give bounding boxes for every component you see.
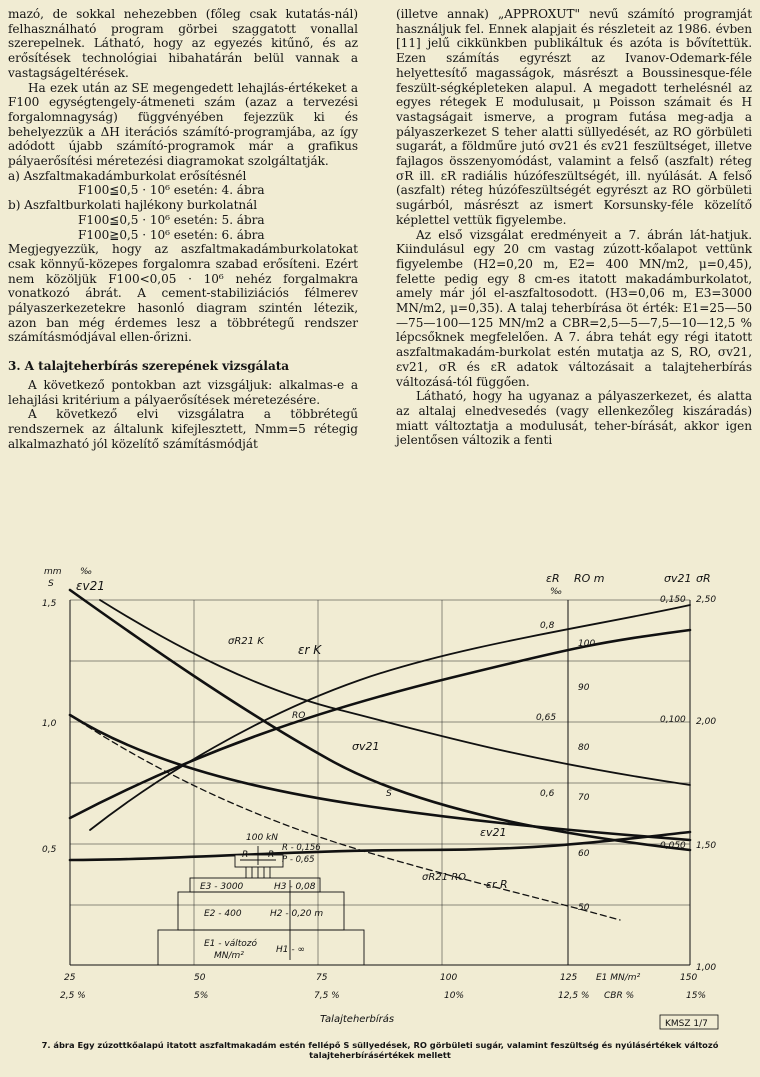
paragraph: A következő elvi vizsgálatra a többrétegű rendszernek az általunk kifejlesztett, Nmm=5 rétegig alkalmazható jól közelítő számításmódját (8, 407, 358, 451)
label-eps-r-bottom: εr R (486, 878, 508, 891)
x-unit-cbr: CBR % (604, 991, 635, 1001)
paragraph: Az első vizsgálat eredményeit a 7. ábrán lát-hatjuk. Kiindulásul egy 20 cm vastag zúzott-kőalapot vettünk figyelembe (H2=0,20 m, E2= 400 MN/m2, μ=0,45), felette pedig egy 8 cm-es itatott makadámburkolatot, amely már jól el-aszfaltosodott. (H3=0,06 m, E3=3000 MN/m2, μ=0,35). A talaj teherbírása öt érték: E1=25—50—75—100—125 MN/m2 a CBR=2,5—5—7,5—10—12,5 % lépcsőknek megfelelően. A 7. ábra tehát egy régi itatott aszfaltmakadám-burkolat estén mutatja az S, RO, σv21, εv21, σR és εR adatok változásait a talajteherbírás változásá-tól függően. (396, 227, 752, 389)
inset-layer1b: MN/m² (214, 951, 244, 961)
paragraph: Ha ezek után az SE megengedett lehajlás-értékeket a F100 egységtengely-átmeneti szám (azaz a tervezési forgalomnagyság) függvényében fejezzük ki és behelyezzük a ΔH iterációs számító-programjába, az így adódott újabb számító-programok már a grafikus pályaerősítési méretezési diagramokat szolgáltatják. (8, 80, 358, 169)
inset-layer2: E2 - 400 (204, 909, 242, 919)
x-tick: 25 (64, 973, 76, 983)
right-tick-sv: 0,100 (660, 715, 686, 725)
label-sigma-r21-top: σR21 K (228, 636, 264, 647)
right-tick-sv: 0,050 (660, 841, 686, 851)
list-item: b) Aszfaltburkolati hajlékony burkolatnál (8, 198, 258, 213)
right-tick-sv: 0,150 (660, 595, 686, 605)
x-axis-title: Talajteherbírás (320, 1014, 395, 1025)
x-tick-cbr: 10% (444, 991, 465, 1001)
curve-eps-r-bottom (70, 715, 620, 920)
x-tick-cbr: 2,5 % (60, 991, 86, 1001)
label-sigma-r21-bottom: σR21 RO (422, 872, 467, 883)
paragraph: mazó, de sokkal nehezebben (főleg csak kutatás-nál) felhasználható program görbei szaggatott vonallal szerepelnek. Látható, hogy az egyezés kitűnő, és az erősítések technológiai hibahatárán belül vannak a vastagságeltérések. (8, 7, 358, 80)
inset-h1: H1 - ∞ (276, 945, 305, 955)
label-s: S (386, 789, 392, 799)
label-sigma-v21: σv21 (352, 740, 380, 753)
right-text-column (396, 7, 752, 448)
mid-axis-ro: RO m (574, 572, 605, 585)
inset-p-value: P - 0,65 (282, 855, 315, 865)
stamp-text: KMSZ 1/7 (665, 1019, 708, 1029)
x-tick-cbr: 5% (194, 991, 209, 1001)
mid-tick-ro: 60 (578, 849, 590, 859)
inset-r-left: R (242, 850, 249, 860)
curve-ro (70, 630, 690, 818)
x-tick: 75 (316, 973, 328, 983)
mid-axis-eps-unit: ‰ (550, 587, 563, 597)
mid-tick-ro: 70 (578, 793, 590, 803)
right-axis-sr: σR (696, 572, 711, 585)
mid-tick-eps: 0,65 (536, 713, 557, 723)
equation: F100≧0,5 · 10⁶ esetén: 6. ábra (78, 227, 265, 242)
inset-h2: H2 - 0,20 m (270, 909, 324, 919)
x-tick-cbr: 7,5 % (314, 991, 340, 1001)
label-eps-r-top: εr K (298, 643, 322, 657)
inset-r-right: R (268, 850, 275, 860)
inset-layer1a: E1 - változó (204, 939, 257, 949)
equation: F100≦0,5 · 10⁶ esetén: 4. ábra (78, 183, 265, 198)
paragraph: (illetve annak) „APPROXUT" nevű számító programját használjuk fel. Ennek alapjait és részleteit az 1986. évben [11] jelű cikkünkben publikáltuk és azóta is bővítettük. Ezen számítás egyrészt az Ivanov-Odemark-féle helyettesítő magasságok, másrészt a Boussinesque-féle feszült-ségképleteken alapul. A megadott terhelésnél az egyes rétegek E modulusait, μ Poisson számait és H vastagságait ismerve, a program futása meg-adja a pályaszerkezet S teher alatti süllyedését, az RO görbületi sugarát, a földműre jutó σv21 és εv21 feszültséget, illetve fajlagos összenyomódást, valamint a felső (aszfalt) réteg σR ill. εR radiális húzófeszültségét, ill. nyúlását. A felső (aszfalt) réteg húzófeszültségét egyrészt az RO görbületi sugárból, másrészt az ismert Korsunsky-féle közelítő képlettel vettük figyelembe. (396, 7, 752, 227)
paragraph: A következő pontokban azt vizsgáljuk: alkalmas-e a lehajlási kritérium a pályaerősítések méretezésére. (8, 377, 358, 407)
x-tick: 50 (194, 973, 206, 983)
right-axis-sv: σv21 (664, 572, 692, 585)
mid-tick-ro: 80 (578, 743, 590, 753)
section-heading: 3. A talajteherbírás szerepének vizsgálata (8, 359, 290, 374)
left-axis-mm: mm (44, 567, 62, 577)
x-tick: 125 (560, 973, 578, 983)
left-axis-eps-unit: ‰ (80, 567, 93, 577)
label-eps-v21: εv21 (480, 826, 507, 839)
list-item: a) Aszfaltmakadámburkolat erősítésnél (8, 168, 247, 183)
left-tick: 1,5 (42, 599, 57, 609)
mid-tick-eps: 0,6 (540, 789, 555, 799)
left-axis-eps: εv21 (76, 579, 105, 593)
figure-caption: 7. ábra Egy zúzottkőalapú itatott aszfaltmakadám estén fellépő S süllyedések, RO görbületi sugár, valamint feszültség és nyúlásértékek változó talajteherbírásértékek mellett (41, 1040, 719, 1060)
mid-tick-eps: 0,8 (540, 621, 555, 631)
right-tick-sr: 1,00 (696, 963, 717, 973)
mid-tick-ro: 50 (578, 903, 590, 913)
x-tick: 150 (680, 973, 698, 983)
right-tick-sr: 1,50 (696, 841, 717, 851)
left-axis-s: S (48, 579, 54, 589)
inset-h3: H3 - 0,08 (274, 882, 316, 892)
x-tick-cbr: 12,5 % (558, 991, 590, 1001)
right-tick-sr: 2,00 (696, 717, 717, 727)
figure-7-chart (0, 560, 760, 1040)
right-tick-sr: 2,50 (696, 595, 717, 605)
left-tick: 0,5 (42, 845, 57, 855)
mid-axis-eps-r: εR (546, 572, 560, 585)
pavement-inset (158, 846, 364, 965)
mid-tick-ro: 90 (578, 683, 590, 693)
left-tick: 1,0 (42, 719, 57, 729)
inset-r-value: R - 0,156 (282, 843, 321, 853)
inset-load: 100 kN (246, 833, 278, 843)
mid-tick-ro: 100 (578, 639, 596, 649)
inset-layer3: E3 - 3000 (200, 882, 244, 892)
paragraph: Látható, hogy ha ugyanaz a pályaszerkezet, és alatta az altalaj elnedvesedés (vagy ellenkezőleg kiszáradás) miatt változtatja a modulusát, teher-bírását, akkor igen jelentősen változik a fenti (396, 389, 752, 448)
label-ro: RO (292, 711, 306, 721)
equation: F100≦0,5 · 10⁶ esetén: 5. ábra (78, 212, 265, 227)
x-tick: 100 (440, 973, 458, 983)
x-tick-cbr: 15% (686, 991, 707, 1001)
x-unit-e: E1 MN/m² (596, 973, 641, 983)
left-text-column (8, 7, 358, 451)
paragraph: Megjegyezzük, hogy az aszfaltmakadámburkolatokat csak könnyű-közepes forgalomra szabad erősíteni. Ezért nem közöljük F100<0,05 · 10⁶ nehéz forgalmakra vonatkozó ábrát. A cement-stabiliziációs félmerev pályaszerkezetekre hasonló diagram szintén létezik, azon ban még érdemes lesz a többrétegű rendszer számításmódjával ellen-őrizni. (8, 242, 358, 345)
